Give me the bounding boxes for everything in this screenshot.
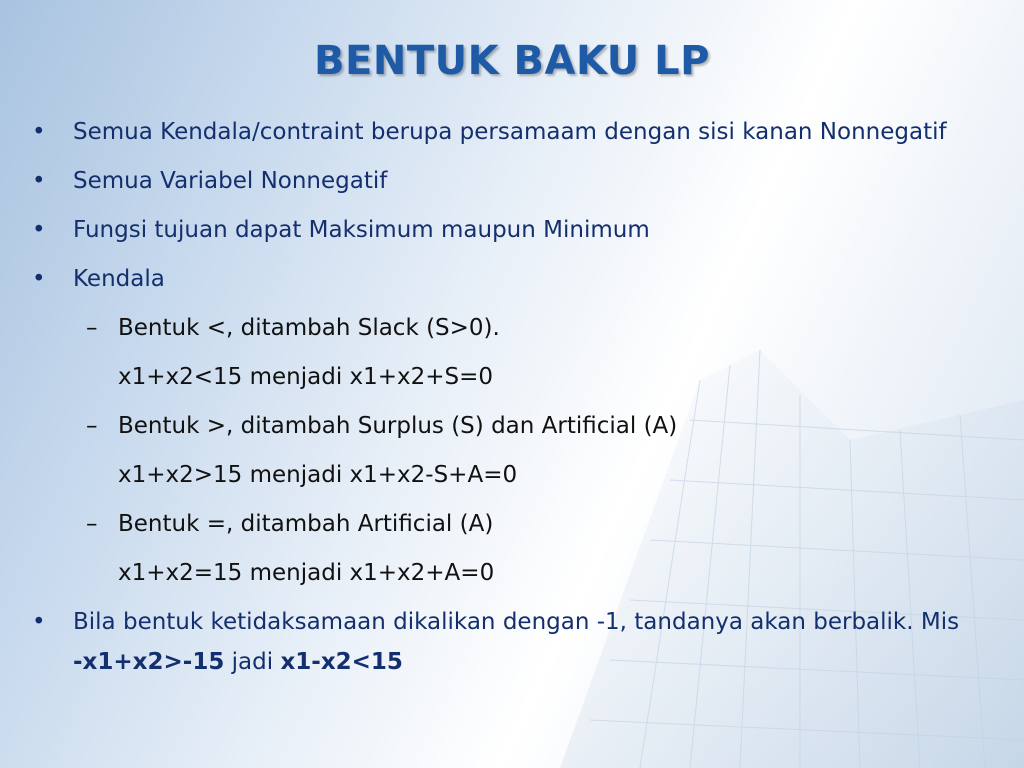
bold-formula: -x1+x2>-15 bbox=[73, 649, 225, 675]
list-item-text: jadi bbox=[231, 649, 274, 675]
sub-list-item bbox=[30, 406, 980, 446]
sub-list-item bbox=[30, 504, 980, 544]
dash-icon: – bbox=[86, 413, 98, 439]
sub-list-item-text: Bentuk <, ditambah Slack (S>0). bbox=[118, 315, 500, 341]
example-formula: x1+x2>15 menjadi x1+x2-S+A=0 bbox=[118, 462, 518, 488]
list-item-text: Bila bentuk ketidaksamaan dikalikan dengan -1, tandanya akan berbalik. Mis bbox=[73, 609, 960, 635]
list-item-text: Semua Variabel Nonnegatif bbox=[73, 168, 388, 194]
list-item bbox=[30, 210, 980, 250]
sub-list-item-text: Bentuk =, ditambah Artificial (A) bbox=[118, 511, 494, 537]
sub-list-item-text: Bentuk >, ditambah Surplus (S) dan Artificial (A) bbox=[118, 413, 678, 439]
list-item bbox=[30, 259, 980, 299]
bullet-icon: • bbox=[32, 217, 46, 243]
bullet-icon: • bbox=[32, 609, 46, 635]
dash-icon: – bbox=[86, 511, 98, 537]
list-item-text: Semua Kendala/contraint berupa persamaam dengan sisi kanan Nonnegatif bbox=[73, 119, 947, 145]
list-item-text: Fungsi tujuan dapat Maksimum maupun Minimum bbox=[73, 217, 650, 243]
slide-title: BENTUK BAKU LP bbox=[314, 38, 710, 84]
bullet-icon: • bbox=[32, 119, 46, 145]
list-item bbox=[30, 112, 980, 152]
sub-list-item bbox=[30, 308, 980, 348]
list-item bbox=[30, 602, 980, 682]
bullet-icon: • bbox=[32, 168, 46, 194]
example-formula: x1+x2<15 menjadi x1+x2+S=0 bbox=[118, 364, 494, 390]
bullet-icon: • bbox=[32, 266, 46, 292]
bold-formula: x1-x2<15 bbox=[280, 649, 403, 675]
list-item bbox=[30, 161, 980, 201]
bullet-list bbox=[30, 112, 980, 691]
example-formula: x1+x2=15 menjadi x1+x2+A=0 bbox=[118, 560, 495, 586]
dash-icon: – bbox=[86, 315, 98, 341]
list-item-text: Kendala bbox=[73, 266, 165, 292]
